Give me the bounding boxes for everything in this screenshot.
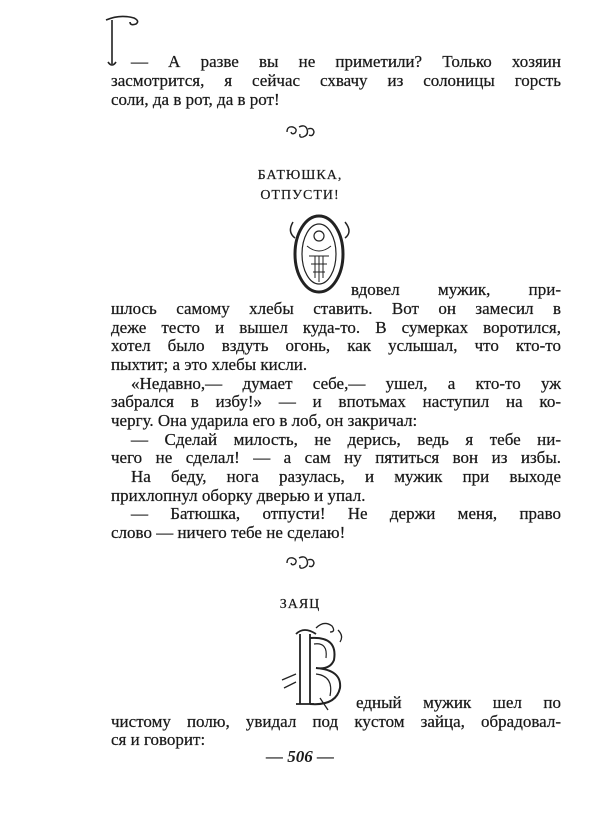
illuminated-drop-cap-v [280,620,355,712]
text-line: засмотрится, я сейчас схвачу из солоницы горсть [111,71,561,90]
text-line: соли, да в рот, да в рот! [111,90,280,109]
page-number: — 506 — [266,747,334,766]
text-line: забрался в избу!» — и впотьмах наступил на ко- [111,392,561,411]
story-title: ЗАЯЦ [279,597,321,612]
text-line: — Сделай милость, не дерись, ведь я тебе ни- [131,430,561,449]
text-line: чистому полю, увидал под кустом зайца, обрадовал- [111,712,561,731]
text-line: прихлопнул оборку дверью и упал. [111,486,366,505]
text-line: На беду, нога разулась, и мужик при выходе [131,467,561,486]
story-title-line: ОТПУСТИ! [260,188,340,203]
text-line: ся и говорит: [111,730,206,749]
text-line: слово — ничего тебе не сделаю! [111,523,346,542]
illuminated-drop-cap-o [285,212,355,296]
story-title-line: БАТЮШКА, [257,168,343,183]
text-line: вдовел мужик, при- [351,280,561,299]
text-line: шлось самому хлебы ставить. Вот он замесил в [111,299,561,318]
text-line: — А разве вы не приметили? Только хозяин [131,52,561,71]
section-divider-ornament [283,554,317,572]
text-line: чего не сделал! — а сам ну пятиться вон из избы. [111,448,561,467]
text-line: едный мужик шел по [356,693,561,712]
text-line: — Батюшка, отпусти! Не держи меня, право [131,504,561,523]
section-divider-ornament [283,123,317,141]
text-line: деже тесто и вышел куда-то. В сумерках воротился, [111,318,561,337]
text-line: пыхтит; а это хлебы кисли. [111,355,308,374]
text-line: «Недавно,— думает себе,— ушел, а кто-то уж [131,374,561,393]
text-line: чергу. Она ударила его в лоб, он закричал: [111,411,418,430]
text-line: хотел было вздуть огонь, как услышал, что кто-то [111,336,561,355]
